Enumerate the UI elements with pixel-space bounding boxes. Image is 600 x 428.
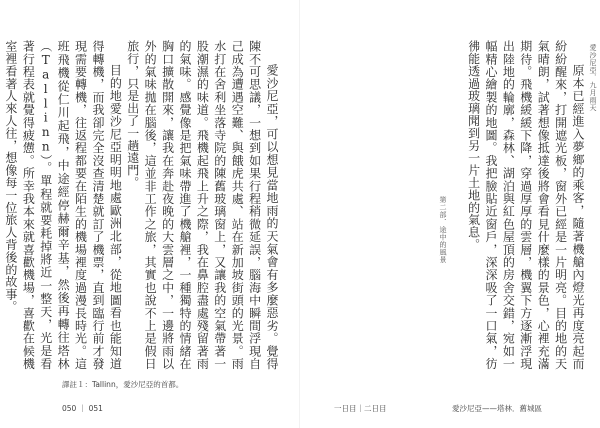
running-head-mid: 第二部．途中的風景 xyxy=(439,196,447,264)
right-folio-a: 一日目｜二日目 xyxy=(334,404,387,413)
running-head-top: 愛沙尼亞．九月雨天 xyxy=(589,44,597,112)
left-page-body xyxy=(3,40,280,370)
right-folio-b: 愛沙尼亞——塔林．舊城區 xyxy=(452,404,542,413)
footnote: 譯註１：Tallinn，愛沙尼亞的首都。 xyxy=(62,380,184,389)
right-page-body xyxy=(450,40,586,370)
left-paragraph-1: 愛沙尼亞，可以想見當地雨的天氣會有多麼惡劣。覺得陳不可思議，一想到如果行程稍微延誤，腦海中瞬間浮現自己成為遭遇空難、與餓虎共處、站在新加坡街頭的光景。雨水打在舍利坐落寺院的陳舊玻璃窗上，又讓我的空氣帶著一股潮濕的味道。飛機起飛上升之際，我在鼻腔盡處殘留著雨的氣味。感覺像是把氣味帶進了機艙裡，一種獨特的情緒在胸口擴散開來，讓我在奔赴夜晚的大雲層之中，一邊將雨以外的氣味拋在腦後，這並非工作之旅，其實也說不上是假日旅行，只是出了一趟遠門。 xyxy=(125,40,279,370)
right-paragraph-1: 原本已經進入夢鄉的乘客，隨著機艙內燈光再度亮起而紛紛醒來，打開遮光板，窗外已經是一片明亮。目的地的天氣晴朗，試著想像抵達後將會看見什麼樣的景色，心裡充滿期待。飛機緩緩下降，穿過厚厚的雲層，機翼下方逐漸浮現出陸地的輪廓，森林、湖泊與紅色屋頂的房舍交錯，宛如一幅精心繪製的地圖。我把臉貼近窗戶，深深吸了一口氣，彷彿能透過玻璃聞到另一片土地的氣息。 xyxy=(466,40,585,370)
left-paragraph-2: 目的地愛沙尼亞明明地處歐洲北部，從地圖看也能知道得轉機，而我卻完全沒查清楚就訂了機票，直到臨行前才發現需要轉機，往返程都要在陌生的機場裡度過漫長時光。這班飛機從仁川起飛，中途經停赫爾辛基，然後再轉往塔林（Tallinn）。單程就要耗掉將近一整天，光是看著行程表就覺得疲憊。所幸我本來就喜歡機場，喜歡在候機室裡看著人來人往，想像每一位旅人背後的故事。 xyxy=(3,40,123,370)
left-folio: 050 ｜ 051 xyxy=(62,404,103,413)
left-paragraph-3 xyxy=(0,40,2,370)
right-page xyxy=(300,0,600,428)
